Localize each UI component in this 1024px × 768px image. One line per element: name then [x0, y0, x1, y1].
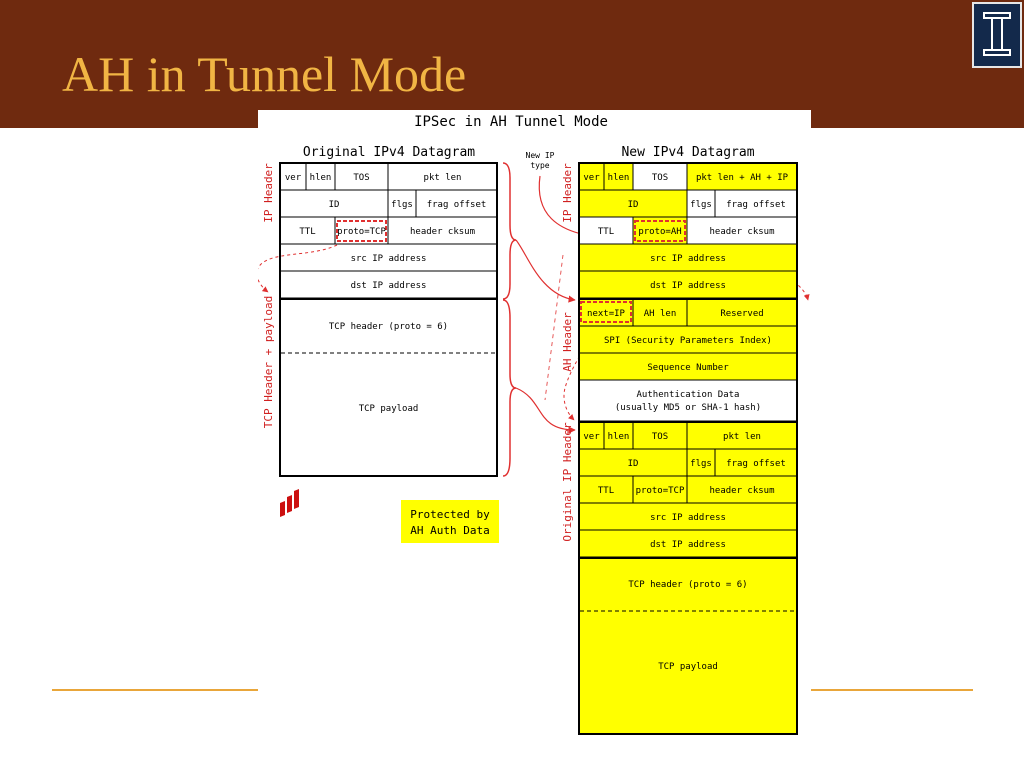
new-tcp-payload: TCP payload — [658, 662, 718, 672]
new-tos: TOS — [651, 173, 669, 183]
orig-hlen: hlen — [309, 173, 332, 183]
orig-proto: proto=TCP — [337, 227, 386, 237]
new-ip-type-label-line1: New IP — [525, 151, 555, 160]
orig-src-ip: src IP address — [350, 254, 427, 264]
inner-id: ID — [627, 459, 639, 469]
inner-frag-offset: frag offset — [726, 459, 786, 469]
university-logo — [972, 2, 1022, 68]
orig-header-cksum: header cksum — [409, 227, 476, 237]
new-header-cksum: header cksum — [709, 227, 775, 237]
original-datagram-title: Original IPv4 Datagram — [302, 145, 476, 160]
ah-next-header: next=IP — [587, 309, 625, 319]
legend-line2: AH Auth Data — [410, 524, 490, 537]
ah-sequence-number: Sequence Number — [647, 363, 729, 373]
inner-flgs: flgs — [690, 459, 712, 469]
new-pkt-len: pkt len + AH + IP — [695, 173, 789, 183]
new-ttl: TTL — [597, 227, 615, 237]
orig-tos: TOS — [353, 173, 370, 183]
new-side-label-ah-header: AH Header — [561, 312, 574, 372]
new-proto: proto=AH — [638, 227, 682, 237]
orig-frag-offset: frag offset — [426, 200, 487, 210]
new-flgs: flgs — [690, 200, 712, 210]
ah-len: AH len — [643, 309, 677, 319]
red-bars-icon — [280, 489, 299, 517]
new-side-label-ip-header: IP Header — [561, 163, 574, 223]
diagram-title: IPSec in AH Tunnel Mode — [414, 114, 608, 130]
legend-line1: Protected by — [410, 508, 490, 521]
orig-ver: ver — [284, 173, 302, 183]
new-id: ID — [627, 200, 639, 210]
inner-proto: proto=TCP — [635, 486, 685, 496]
inner-dst-ip: dst IP address — [650, 540, 726, 550]
orig-side-label-tcp: TCP Header + payload — [262, 295, 275, 429]
footer-rule-left — [52, 689, 258, 691]
inner-pkt-len: pkt len — [723, 432, 761, 442]
ip-header-brace — [503, 163, 516, 299]
inner-header-cksum: header cksum — [709, 486, 775, 496]
orig-side-label-ip-header: IP Header — [262, 163, 275, 223]
ah-spi: SPI (Security Parameters Index) — [604, 336, 772, 346]
ah-tunnel-diagram — [258, 110, 811, 750]
ah-auth-data-line1: Authentication Data — [636, 390, 740, 400]
orig-flgs: flgs — [391, 200, 413, 210]
new-datagram-title: New IPv4 Datagram — [621, 145, 755, 160]
inner-ttl: TTL — [597, 486, 615, 496]
ip-header-flow-arrow — [516, 240, 575, 300]
inner-hlen: hlen — [607, 432, 630, 442]
ah-auth-data-line2: (usually MD5 or SHA-1 hash) — [614, 403, 762, 413]
orig-id: ID — [328, 200, 340, 210]
new-tcp-header: TCP header (proto = 6) — [628, 580, 748, 590]
orig-ttl: TTL — [299, 227, 316, 237]
new-ver: ver — [583, 173, 600, 183]
new-hlen: hlen — [607, 173, 630, 183]
orig-dst-ip: dst IP address — [350, 281, 427, 291]
ah-reserved: Reserved — [720, 309, 764, 319]
new-frag-offset: frag offset — [726, 200, 786, 210]
new-side-label-original-ip-header: Original IP Header — [561, 422, 574, 542]
new-datagram-cells — [579, 163, 797, 734]
footer-rule-right — [811, 689, 973, 691]
new-dst-ip: dst IP address — [650, 281, 726, 291]
orig-pkt-len: pkt len — [423, 173, 462, 183]
slide-title: AH in Tunnel Mode — [62, 46, 467, 102]
inner-tos: TOS — [651, 432, 669, 442]
orig-tcp-header: TCP header (proto = 6) — [328, 322, 449, 332]
new-src-ip: src IP address — [650, 254, 726, 264]
tcp-payload-brace — [503, 300, 516, 476]
inner-ver: ver — [583, 432, 600, 442]
orig-tcp-payload: TCP payload — [358, 404, 419, 414]
block-i-icon — [974, 4, 1020, 66]
new-ip-type-label-line2: type — [530, 161, 550, 170]
inner-src-ip: src IP address — [650, 513, 726, 523]
